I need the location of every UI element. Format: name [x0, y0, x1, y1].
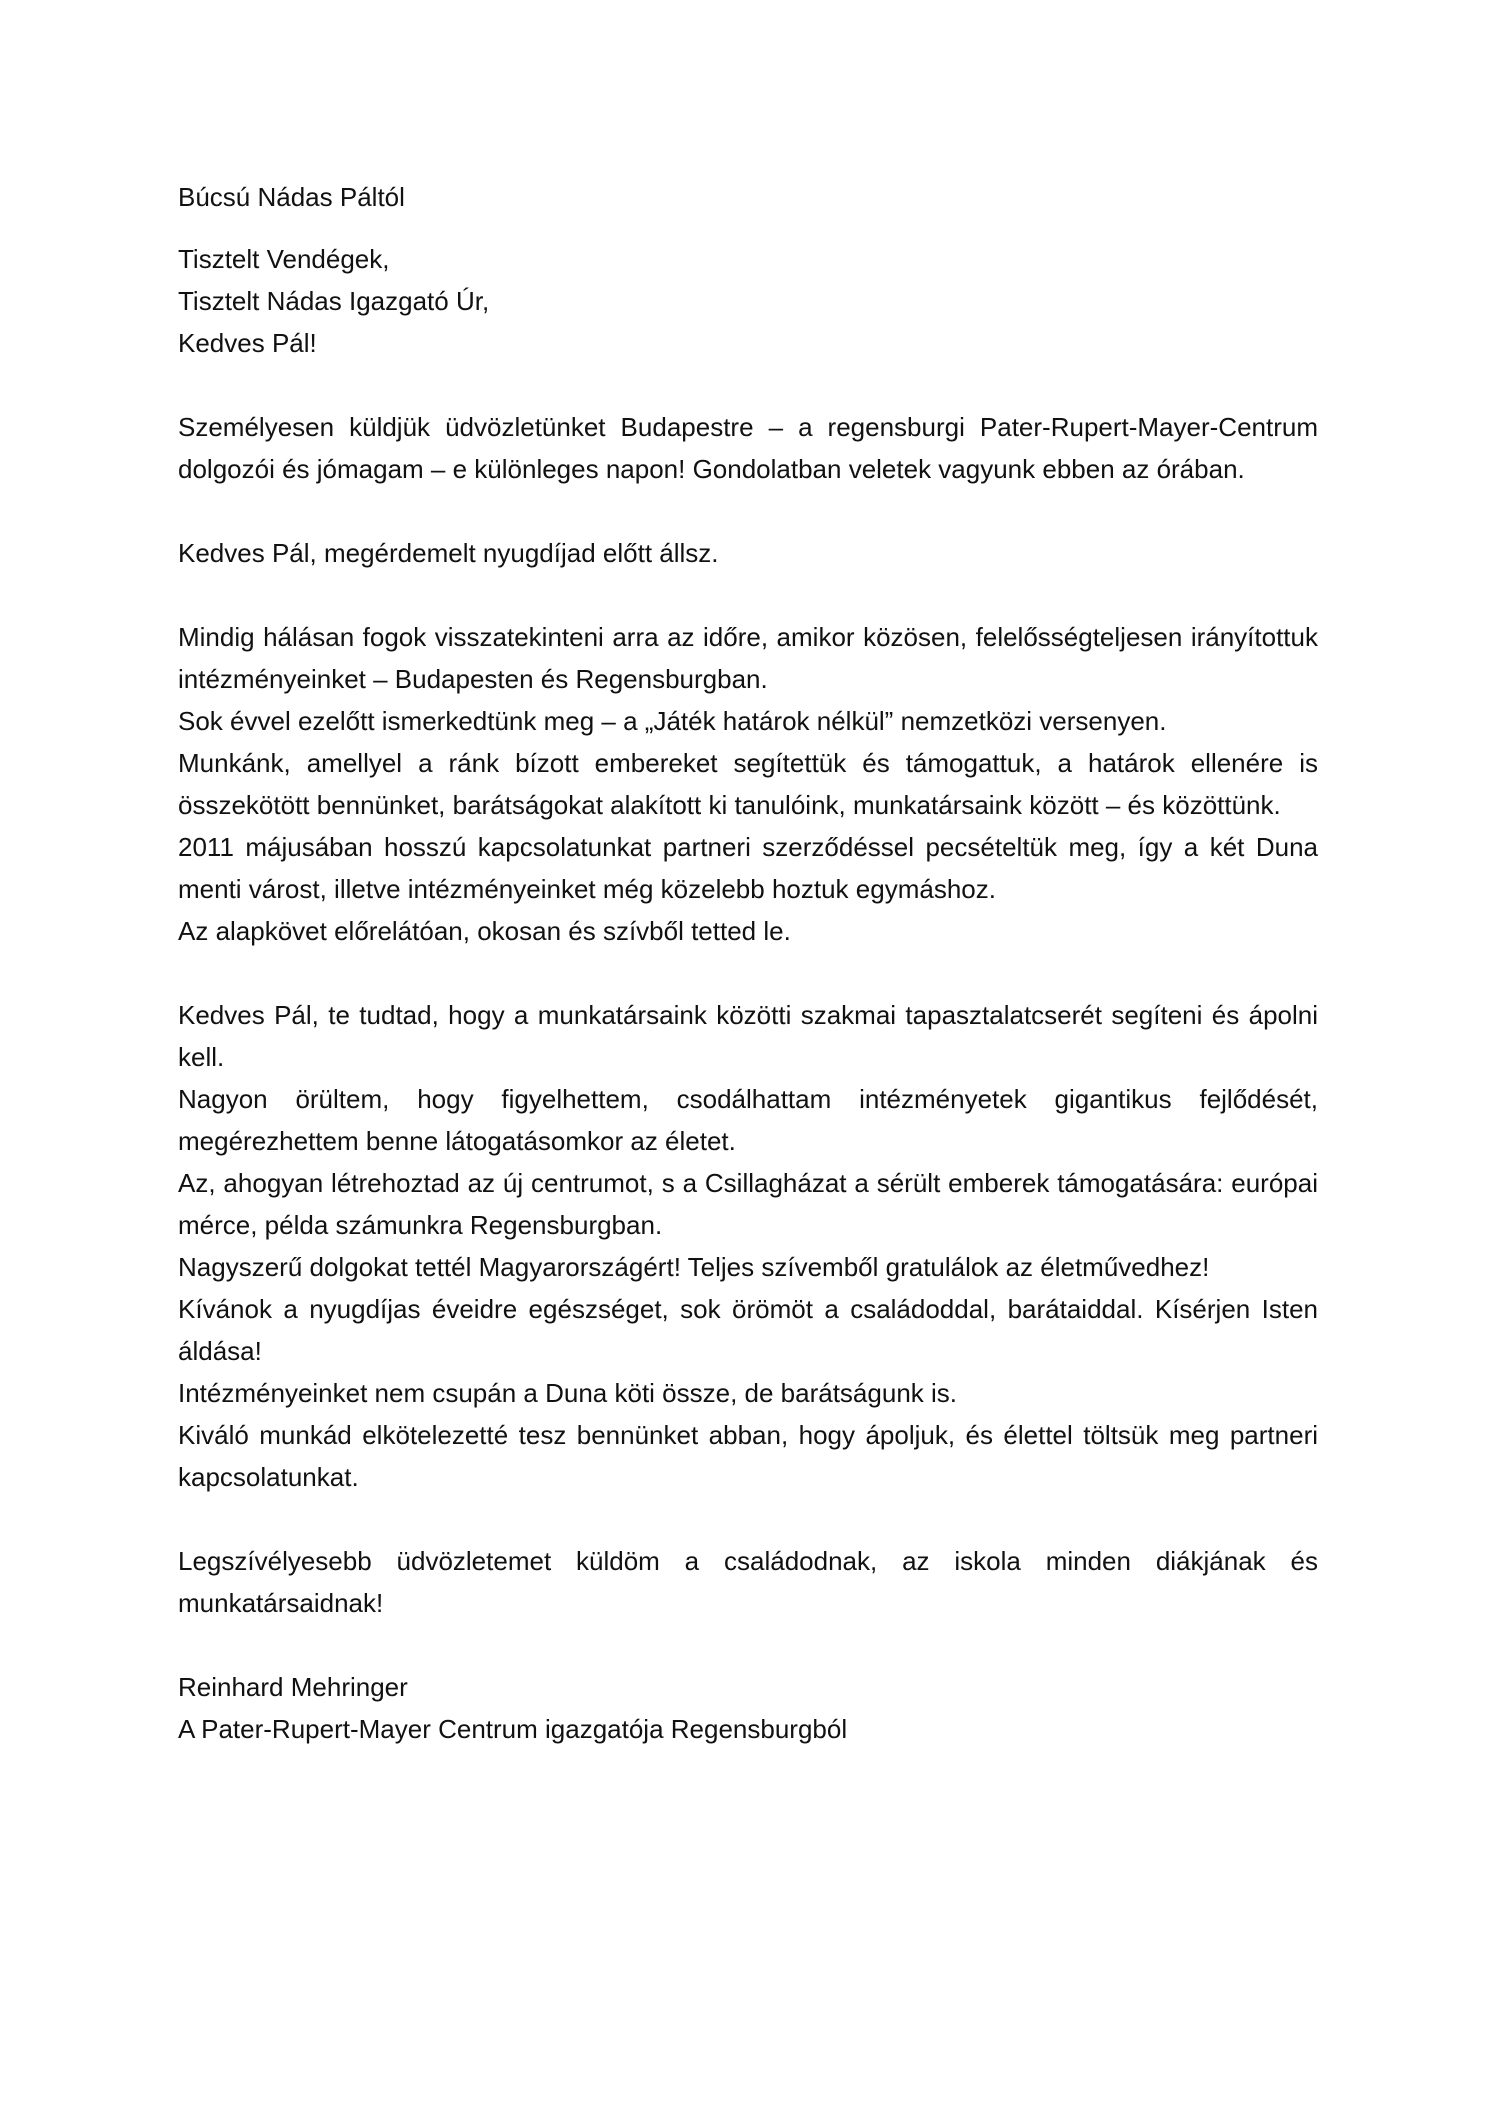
paragraph: Személyesen küldjük üdvözletünket Budapestre – a regensburgi Pater-Rupert-Mayer-Centrum dolgozói és jómagam – e különleges napon! Gondolatban veletek vagyunk ebben az órában.: [178, 412, 1318, 484]
paragraph-line: Mindig hálásan fogok visszatekinteni arra az időre, amikor közösen, felelősségteljesen irányítottuk intézményeinket – Budapesten és Regensburgban.: [178, 622, 1318, 694]
paragraph-line: Intézményeinket nem csupán a Duna köti össze, de barátságunk is.: [178, 1378, 957, 1408]
paragraph-line: Kiváló munkád elkötelezetté tesz bennünket abban, hogy ápoljuk, és élettel töltsük meg partneri kapcsolatunkat.: [178, 1420, 1318, 1492]
salutation-line: Kedves Pál!: [178, 328, 317, 358]
paragraph-line: Az alapkövet előrelátóan, okosan és szívből tetted le.: [178, 916, 791, 946]
paragraph-line: Munkánk, amellyel a ránk bízott embereket segítettük és támogattuk, a határok ellenére is összekötött bennünket, barátságokat alakított ki tanulóink, munkatársaink között – és közöttünk.: [178, 748, 1318, 820]
paragraph: Legszívélyesebb üdvözletemet küldöm a családodnak, az iskola minden diákjának és munkatársaidnak!: [178, 1546, 1318, 1618]
paragraph: Kedves Pál, megérdemelt nyugdíjad előtt állsz.: [178, 538, 719, 568]
paragraph-line: Nagyon örültem, hogy figyelhettem, csodálhattam intézményetek gigantikus fejlődését, megérezhettem benne látogatásomkor az életet.: [178, 1084, 1318, 1156]
letter-body: [178, 176, 1318, 1750]
salutation-line: Tisztelt Nádas Igazgató Úr,: [178, 286, 490, 316]
paragraph-line: Az, ahogyan létrehoztad az új centrumot, s a Csillagházat a sérült emberek támogatására: európai mérce, példa számunkra Regensburgban.: [178, 1168, 1318, 1240]
paragraph-line: Kívánok a nyugdíjas éveidre egészséget, sok örömöt a családoddal, barátaiddal. Kísérjen Isten áldása!: [178, 1294, 1318, 1366]
paragraph-line: Kedves Pál, te tudtad, hogy a munkatársaink közötti szakmai tapasztalatcserét segíteni és ápolni kell.: [178, 1000, 1318, 1072]
paragraph-line: 2011 májusában hosszú kapcsolatunkat partneri szerződéssel pecsételtük meg, így a két Duna menti várost, illetve intézményeinket még közelebb hoztuk egymáshoz.: [178, 832, 1318, 904]
signature-name: Reinhard Mehringer: [178, 1672, 408, 1702]
salutation-line: Tisztelt Vendégek,: [178, 244, 390, 274]
paragraph-line: Sok évvel ezelőtt ismerkedtünk meg – a „Játék határok nélkül” nemzetközi versenyen.: [178, 706, 1167, 736]
signature-role: A Pater-Rupert-Mayer Centrum igazgatója Regensburgból: [178, 1714, 848, 1744]
paragraph-line: Nagyszerű dolgokat tettél Magyarországért! Teljes szívemből gratulálok az életművedhez!: [178, 1252, 1210, 1282]
letter-title: Búcsú Nádas Páltól: [178, 182, 405, 212]
